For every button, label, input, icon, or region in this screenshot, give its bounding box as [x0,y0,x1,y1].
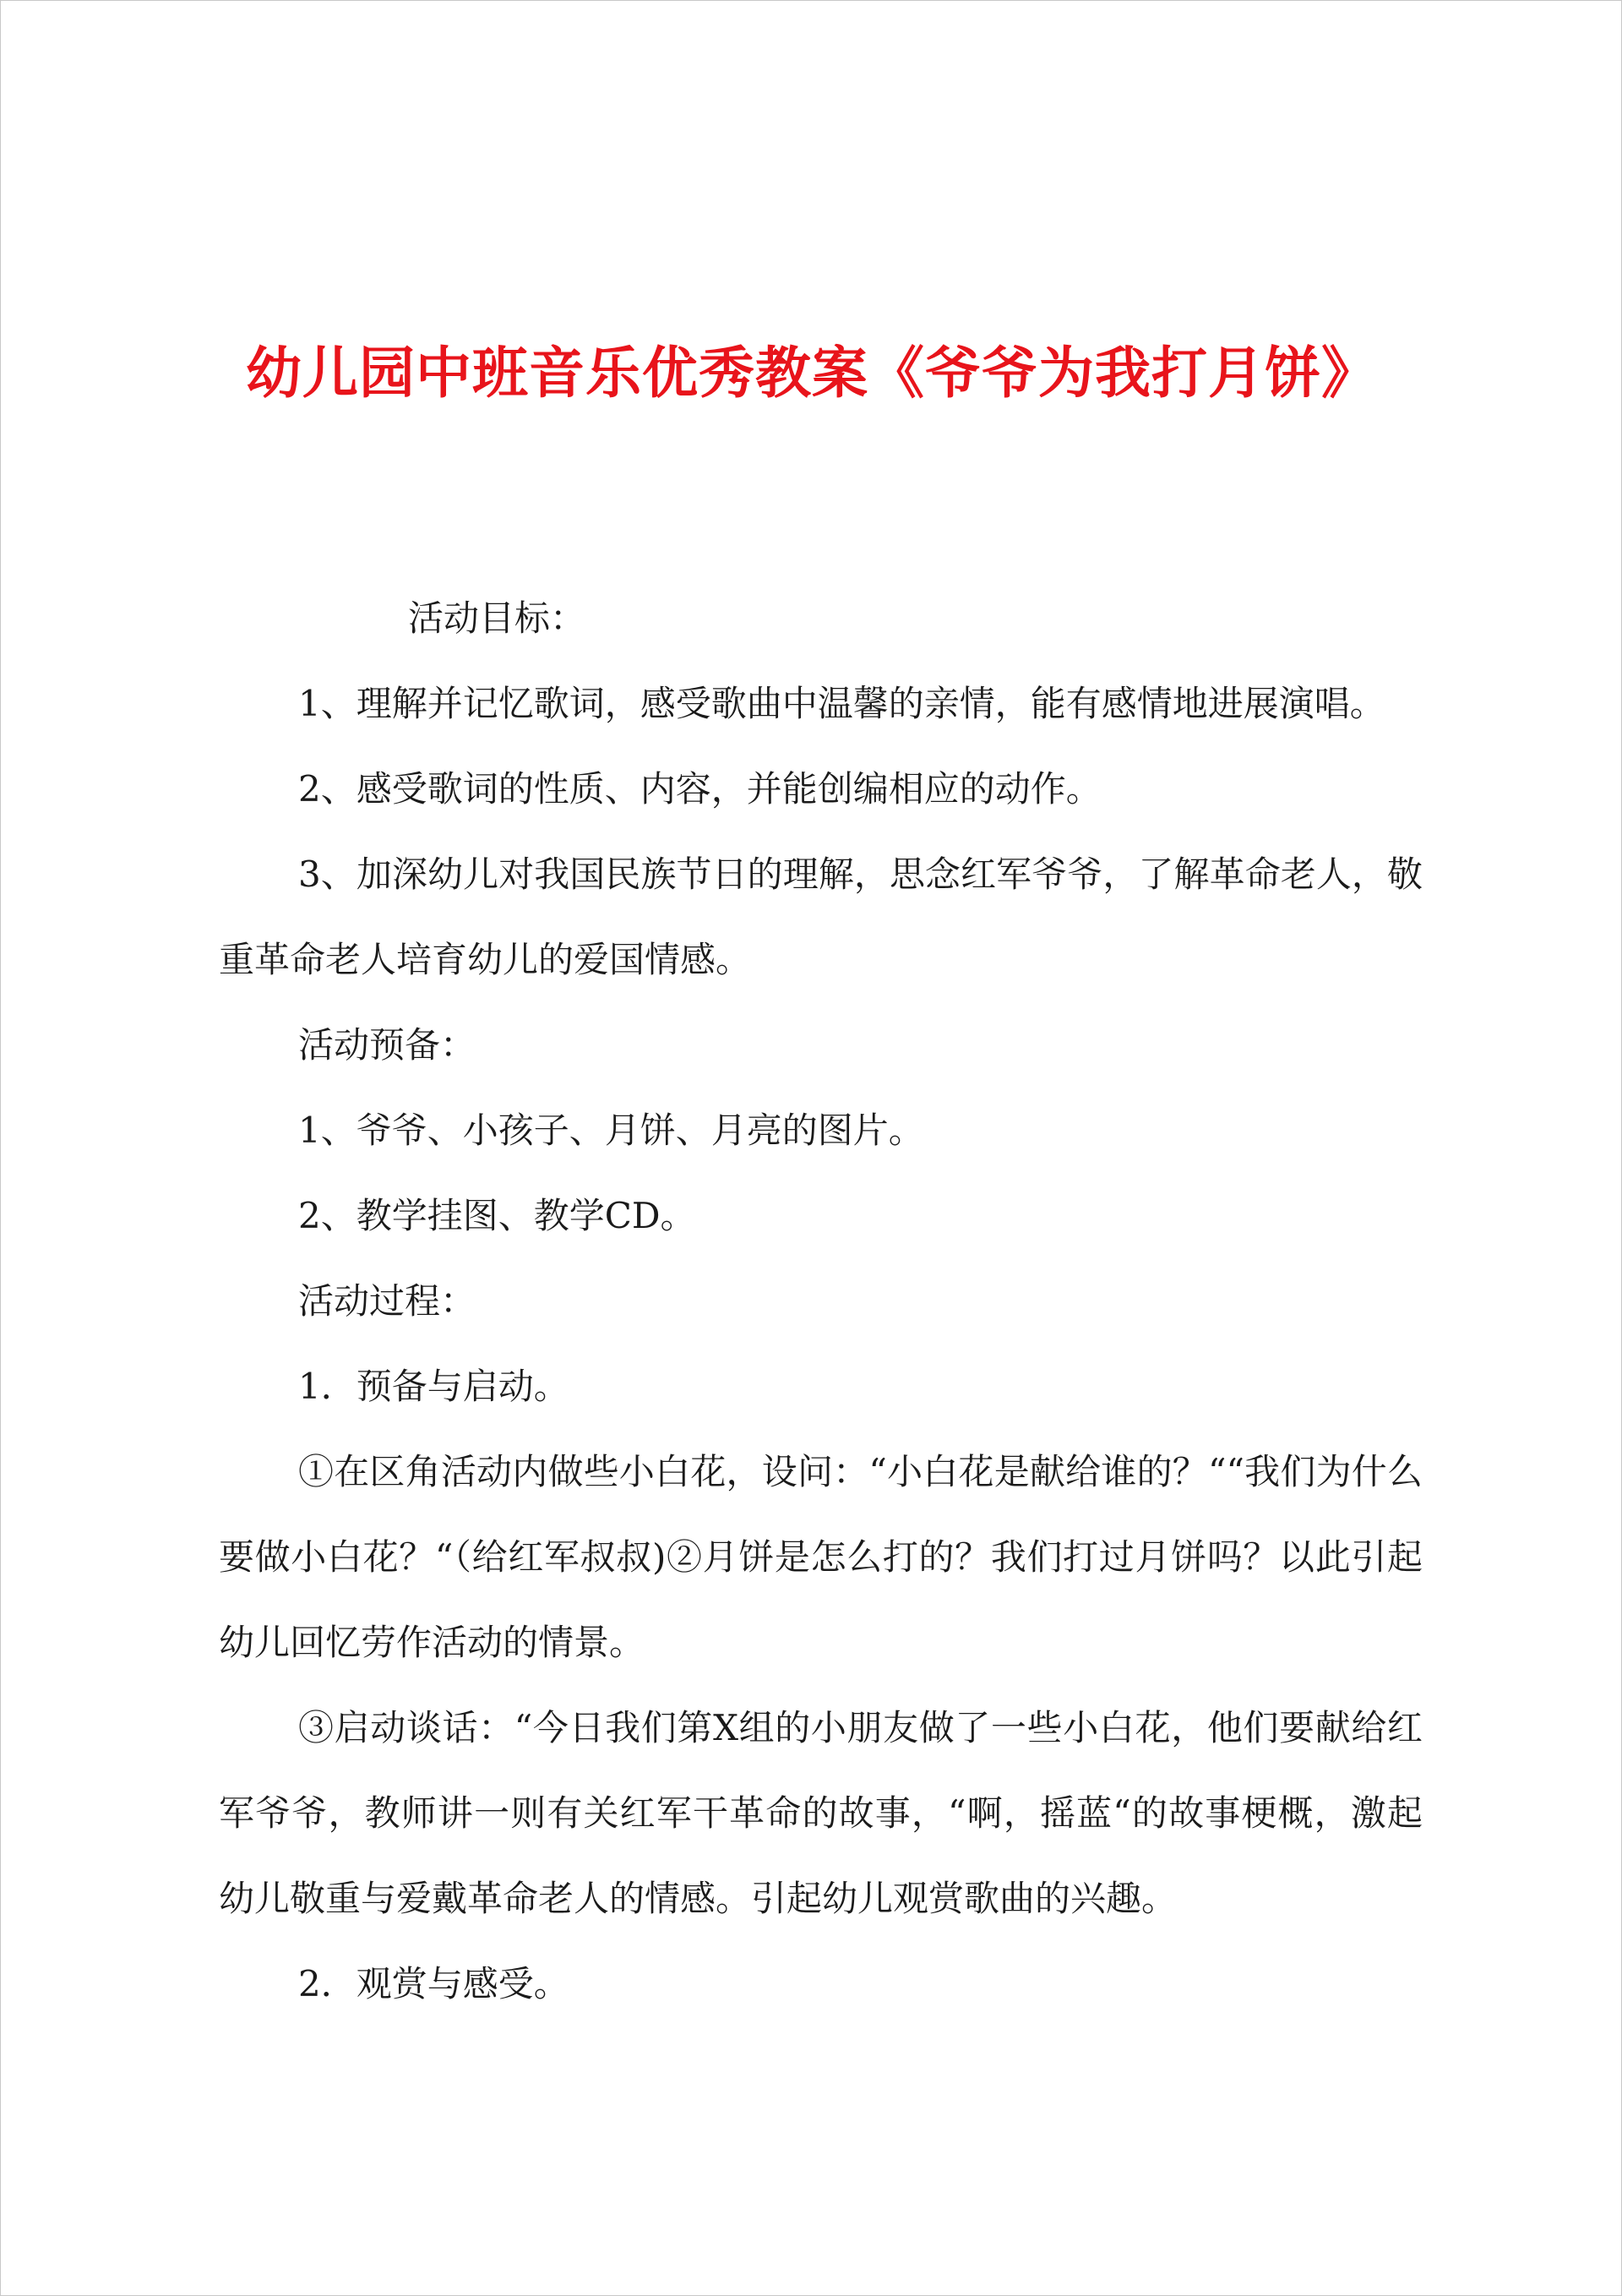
document-title: 幼儿园中班音乐优秀教案《爷爷为我打月饼》 [246,340,1378,406]
paragraph: 1．预备与启动。 [298,1366,569,1407]
section-heading-preparation: 活动预备： [298,1024,476,1066]
section-heading-process: 活动过程： [298,1280,476,1322]
paragraph: ③启动谈话：“今日我们第X组的小朋友做了一些小白花，他们要献给红军爷爷，教师讲一则有关红军干革命的故事，“啊，摇蓝“的故事梗概，激起幼儿敬重与爱戴革命老人的情感。引起幼儿观赏歌曲的兴趣。 [219,1707,1423,1919]
document-body [219,575,1423,2026]
paragraph: 1、理解并记忆歌词，感受歌曲中温馨的亲情，能有感情地进展演唱。 [298,683,1385,724]
paragraph: ①在区角活动内做些小白花，设问：“小白花是献给谁的？““我们为什么要做小白花？“（给红军叔叔)②月饼是怎么打的？我们打过月饼吗？以此引起幼儿回忆劳作活动的情景。 [219,1451,1423,1663]
paragraph: 1、爷爷、小孩子、月饼、月亮的图片。 [298,1110,924,1151]
paragraph: 2．观赏与感受。 [298,1963,569,2004]
paragraph: 3、加深幼儿对我国民族节日的理解，思念红军爷爷，了解革命老人，敬重革命老人培育幼儿的爱国情感。 [219,854,1423,980]
paragraph: 2、教学挂图、教学CD。 [298,1195,696,1236]
paragraph: 2、感受歌词的性质、内容，并能创编相应的动作。 [298,768,1102,810]
section-heading-goals: 活动目标： [408,597,586,639]
